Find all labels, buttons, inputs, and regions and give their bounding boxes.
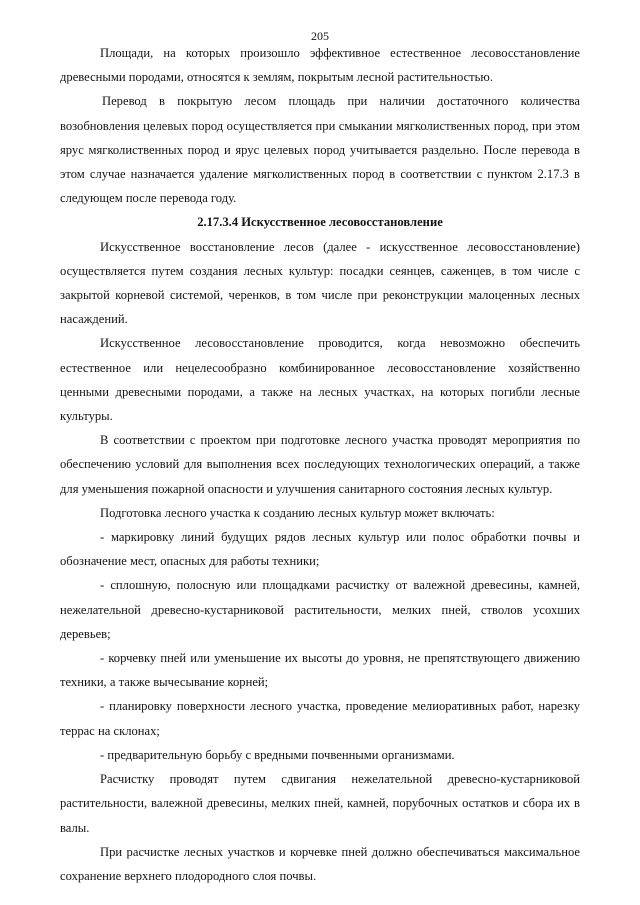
list-item: - сплошную, полосную или площадками расчистку от валежной древесины, камней, нежелательной древесно-кустарниковой растительности, мелких пней, стволов усохших деревьев;	[60, 578, 580, 641]
body-paragraph: Расчистку проводят путем сдвигания нежелательной древесно-кустарниковой растительности, валежной древесины, мелких пней, камней, порубочных остатков и сбора их в валы.	[60, 772, 580, 835]
body-paragraph: Искусственное лесовосстановление проводится, когда невозможно обеспечить естественное или нецелесообразно комбинированное лесовосстановление хозяйственно ценными древесными породами, а также на лесных участках, на которых погибли лесные культуры.	[60, 336, 580, 424]
page-number: 205	[311, 29, 329, 43]
body-paragraph: При расчистке лесных участков и корчевке пней должно обеспечиваться максимальное сохранение верхнего плодородного слоя почвы.	[60, 844, 580, 883]
body-paragraph: Искусственное восстановление лесов (далее - искусственное лесовосстановление) осуществляется путем создания лесных культур: посадки сеянцев, саженцев, в том числе с закрытой корневой системой, черенков, в том числе при реконструкции малоценных лесных насаждений.	[60, 239, 580, 327]
body-paragraph: В соответствии с проектом при подготовке лесного участка проводят мероприятия по обеспечению условий для выполнения всех последующих технологических операций, а также для уменьшения пожарной опасности и улучшения санитарного состояния лесных культур.	[60, 433, 580, 496]
list-item: - маркировку линий будущих рядов лесных культур или полос обработки почвы и обозначение мест, опасных для работы техники;	[60, 530, 580, 569]
list-item: - предварительную борьбу с вредными почвенными организмами.	[100, 747, 455, 762]
body-paragraph: Площади, на которых произошло эффективное естественное лесовосстановление древесными породами, относятся к землям, покрытым лесной растительностью.	[60, 46, 580, 85]
section-heading: 2.17.3.4 Искусственное лесовосстановление	[197, 215, 443, 230]
page-body	[60, 41, 580, 888]
body-paragraph: Перевод в покрытую лесом площадь при наличии достаточного количества возобновления целевых пород осуществляется при смыкании мягколиственных пород, при этом ярус мягколиственных пород и ярус целевых пород учитывается раздельно. После перевода в этом случае назначается удаление мягколиственных пород в соответствии с пунктом 2.17.3 в следующем после перевода году.	[60, 94, 580, 206]
body-paragraph: Подготовка лесного участка к созданию лесных культур может включать:	[100, 505, 495, 520]
list-item: - корчевку пней или уменьшение их высоты до уровня, не препятствующего движению техники, а также вычесывание корней;	[60, 651, 580, 690]
list-item: - планировку поверхности лесного участка, проведение мелиоративных работ, нарезку террас на склонах;	[60, 699, 580, 738]
